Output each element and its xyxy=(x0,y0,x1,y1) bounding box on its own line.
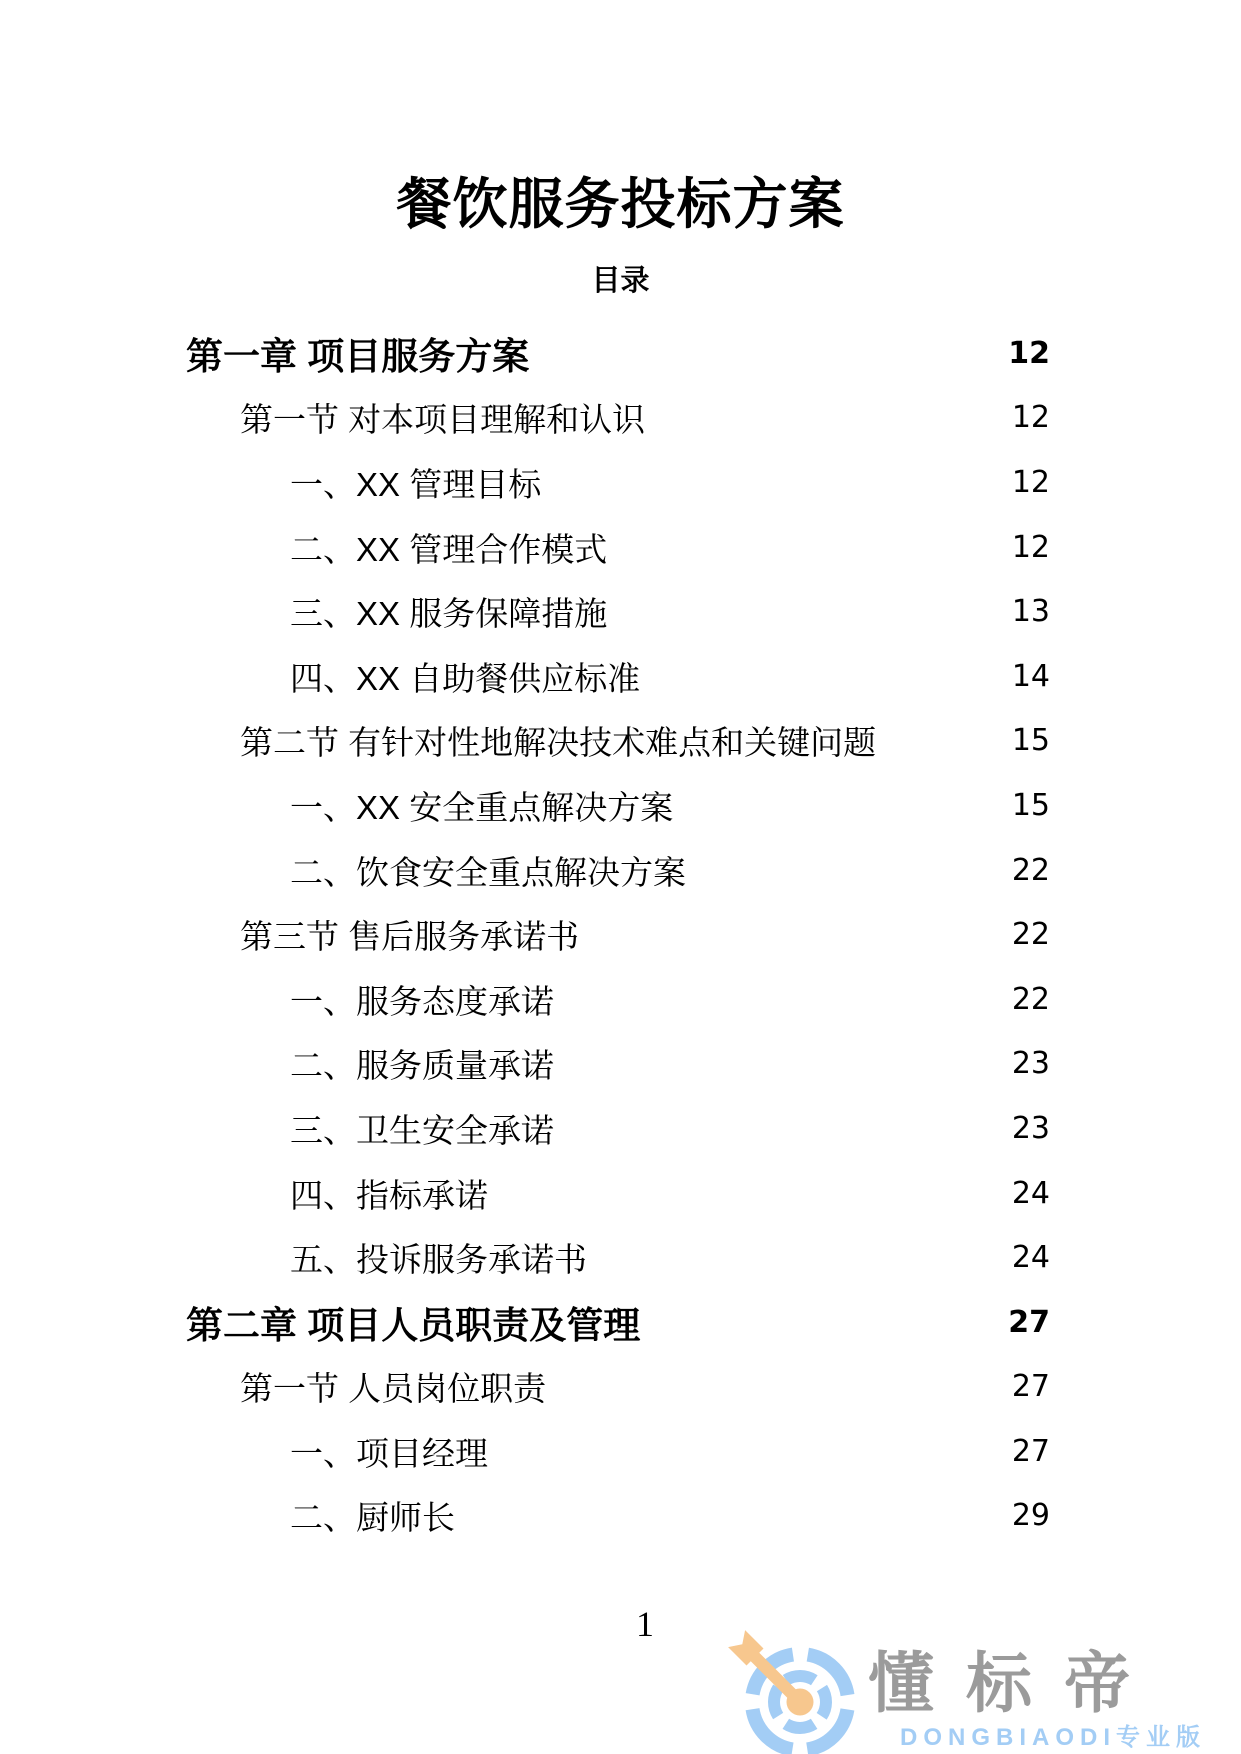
toc-entry-page: 27 xyxy=(1008,1304,1050,1340)
toc-entry-label: 一、XX 安全重点解决方案 xyxy=(290,788,674,826)
toc-entry[interactable] xyxy=(186,515,1050,580)
target-dart-icon xyxy=(725,1622,875,1754)
toc-entry[interactable] xyxy=(186,1484,1050,1549)
toc-entry-page: 12 xyxy=(1011,464,1050,500)
toc-entry[interactable] xyxy=(186,450,1050,515)
toc-entry[interactable] xyxy=(186,386,1050,451)
toc-entry[interactable] xyxy=(186,1355,1050,1420)
toc-entry-page: 12 xyxy=(1011,529,1050,565)
toc-entry-page: 22 xyxy=(1011,917,1050,953)
toc-entry-label: 二、饮食安全重点解决方案 xyxy=(290,853,686,891)
toc-entry[interactable] xyxy=(186,902,1050,967)
toc-entry-page: 15 xyxy=(1011,787,1050,823)
toc-entry[interactable] xyxy=(186,321,1050,386)
toc-entry-label: 三、XX 服务保障措施 xyxy=(290,595,608,633)
toc-entry[interactable] xyxy=(186,1032,1050,1097)
toc-entry-page: 27 xyxy=(1011,1433,1050,1469)
toc-entry[interactable] xyxy=(186,709,1050,774)
toc-entry[interactable] xyxy=(186,1161,1050,1226)
toc-list xyxy=(186,321,1050,1548)
toc-entry-label: 二、厨师长 xyxy=(290,1499,455,1537)
toc-entry-label: 二、服务质量承诺 xyxy=(290,1047,554,1085)
logo-subtext: DONGBIAODI专业版 xyxy=(900,1724,1206,1751)
toc-entry-page: 22 xyxy=(1011,852,1050,888)
toc-entry-label: 第一章 项目服务方案 xyxy=(186,336,530,378)
document-title: 餐饮服务投标方案 xyxy=(396,173,845,235)
toc-entry-page: 24 xyxy=(1011,1240,1050,1276)
toc-entry-label: 第三节 售后服务承诺书 xyxy=(240,918,580,956)
toc-entry-page: 12 xyxy=(1011,400,1050,436)
toc-entry-label: 一、XX 管理目标 xyxy=(290,465,542,503)
toc-entry-label: 四、XX 自助餐供应标准 xyxy=(290,659,641,697)
toc-entry-label: 三、卫生安全承诺 xyxy=(290,1111,554,1149)
toc-entry[interactable] xyxy=(186,1096,1050,1161)
toc-entry[interactable] xyxy=(186,1419,1050,1484)
toc-entry[interactable] xyxy=(186,967,1050,1032)
footer-page-number: 1 xyxy=(636,1604,654,1644)
toc-entry-page: 13 xyxy=(1011,594,1050,630)
toc-heading: 目录 xyxy=(591,265,650,297)
toc-entry[interactable] xyxy=(186,773,1050,838)
toc-entry-label: 第二节 有针对性地解决技术难点和关键问题 xyxy=(240,724,877,762)
toc-entry-page: 29 xyxy=(1011,1498,1050,1534)
toc-entry[interactable] xyxy=(186,1225,1050,1290)
toc-entry[interactable] xyxy=(186,579,1050,644)
toc-entry-label: 四、指标承诺 xyxy=(290,1176,488,1214)
toc-entry-label: 二、XX 管理合作模式 xyxy=(290,530,608,568)
toc-entry-label: 第一节 人员岗位职责 xyxy=(240,1370,547,1408)
toc-entry-label: 一、项目经理 xyxy=(290,1434,488,1472)
toc-entry[interactable] xyxy=(186,1290,1050,1355)
toc-entry-page: 22 xyxy=(1011,981,1050,1017)
toc-entry-page: 23 xyxy=(1011,1046,1050,1082)
toc-entry-page: 14 xyxy=(1011,658,1050,694)
toc-entry-page: 12 xyxy=(1008,335,1050,371)
toc-entry[interactable] xyxy=(186,644,1050,709)
toc-entry-page: 27 xyxy=(1011,1369,1050,1405)
toc-entry-page: 23 xyxy=(1011,1110,1050,1146)
toc-entry-label: 第一节 对本项目理解和认识 xyxy=(240,401,646,439)
toc-entry-label: 一、服务态度承诺 xyxy=(290,982,554,1020)
toc-entry-label: 第二章 项目人员职责及管理 xyxy=(186,1305,641,1347)
toc-entry-label: 五、投诉服务承诺书 xyxy=(290,1241,587,1279)
toc-entry-page: 15 xyxy=(1011,723,1050,759)
toc-entry[interactable] xyxy=(186,838,1050,903)
toc-entry-page: 24 xyxy=(1011,1175,1050,1211)
logo-brand-text: 懂标帝 xyxy=(868,1646,1162,1720)
